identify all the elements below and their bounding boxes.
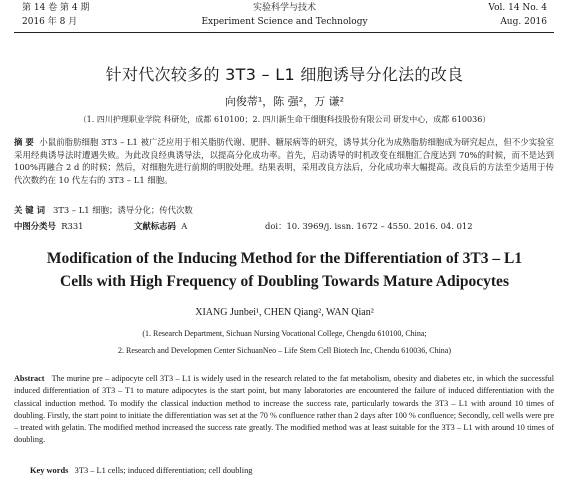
header-volume: 第 14 卷 第 4 期 bbox=[22, 3, 90, 13]
cn-abstract-label: 摘 要 bbox=[14, 137, 34, 147]
header-date: 2016 年 8 月 bbox=[22, 17, 78, 27]
cn-doc-code bbox=[134, 220, 187, 232]
clc-value: R331 bbox=[61, 221, 84, 231]
en-abstract-label: Abstract bbox=[14, 374, 45, 383]
en-affil-2: 2. Research and Developmen Center SichuanNeo – Life Stem Cell Biotech Inc, Chendu 610036, China) bbox=[117, 346, 452, 355]
cn-title: 针对代次较多的 3T3 – L1 细胞诱导分化法的改良 bbox=[105, 65, 464, 84]
clc-label: 中图分类号 bbox=[14, 221, 56, 231]
header-volume-en: Vol. 14 No. 4 bbox=[488, 3, 547, 13]
header-date-en: Aug. 2016 bbox=[500, 17, 547, 27]
header-journal-cn: 实验科学与技术 bbox=[252, 3, 316, 13]
doc-value: A bbox=[181, 221, 188, 231]
en-affil-1: (1. Research Department, Sichuan Nursing Vocational College, Chengdu 610100, China; bbox=[142, 329, 427, 338]
cn-keywords-label: 关 键 词 bbox=[14, 205, 45, 215]
cn-authors: 向俊蒂¹，陈 强²，万 谦² bbox=[224, 95, 345, 108]
en-abstract bbox=[14, 373, 554, 447]
doc-label: 文献标志码 bbox=[134, 221, 176, 231]
en-authors: XIANG Junbei¹, CHEN Qiang², WAN Qian² bbox=[195, 307, 374, 318]
cn-keywords bbox=[14, 204, 193, 216]
doi: doi：10. 3969/j. issn. 1672 – 4550. 2016. 04. 012 bbox=[265, 221, 473, 231]
cn-classification bbox=[14, 220, 84, 232]
cn-abstract bbox=[14, 136, 554, 186]
en-title-line1: Modification of the Inducing Method for the Differentiation of 3T3 – L1 bbox=[46, 250, 523, 267]
cn-affiliations: （1. 四川护理职业学院 科研处，成都 610100；2. 四川新生命干细胞科技股份有限公司 研发中心，成都 610036） bbox=[78, 115, 491, 124]
cn-keywords-text: 3T3 – L1 细胞；诱导分化；传代次数 bbox=[52, 205, 193, 215]
cn-abstract-text: 小鼠前脂肪细胞 3T3 – L1 被广泛应用于相关脂肪代谢、肥胖、糖尿病等的研究，诱导其分化为成熟脂肪细胞成为研究起点，但不少实验室采用经典诱导法时遭遇失败。为此改良经典诱导法，以提高分化成功率。首先，启动诱导的时机改变在细胞汇合度达到 70%的时候，而不是达到 100%再融合 2 d 的时候；然后，对细胞先进行前期的明胶处理。结果表明，采用改良方法后，分化成功率大幅提高。改良后的方法至少适用于传代次数约在 10 代左右的 3T3 – L1 细胞。 bbox=[14, 137, 554, 185]
en-title-line2: Cells with High Frequency of Doubling Towards Mature Adipocytes bbox=[60, 273, 509, 290]
en-abstract-text: The murine pre – adipocyte cell 3T3 – L1 is widely used in the research related to the fat metabolism, obesity and diabetes etc, in which the successful induced differentiation of 3T3 – T1 to mature adipocytes is the start point, but many laboratories are encountered the failure of induced differentiation with the classical induction method. To modify the classical induction method to increase the success rate, particularly towards the 3T3 – L1 with around 10 times of doubling. Firstly, the start point to initiate the differentiation was set at the 70 % confluence rather than 2 days after 100 % confluence; Secondly, cell wells were pre – treated with gelatin. The modified method increased the success rate greatly. The modified method was at least suitable for the 3T3 – L1 with around 10 times of doubling. bbox=[14, 374, 555, 445]
header-rule bbox=[14, 32, 554, 33]
header-journal-en: Experiment Science and Technology bbox=[201, 17, 368, 27]
en-keywords-text: 3T3 – L1 cells; induced differentiation; cell doubling bbox=[74, 466, 253, 475]
en-keywords bbox=[30, 466, 252, 475]
en-keywords-label: Key words bbox=[30, 466, 69, 475]
